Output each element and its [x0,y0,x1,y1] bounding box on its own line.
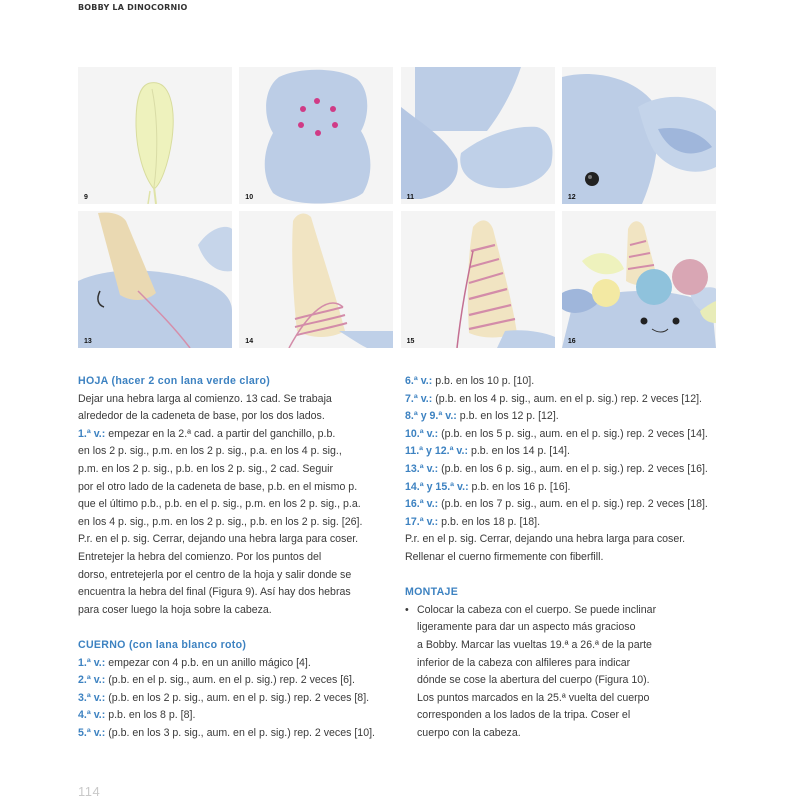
heading-subtitle: (con lana blanco roto) [125,638,247,651]
figure-number: 15 [406,338,415,345]
figure-number: 10 [245,194,254,201]
round-line [405,373,720,391]
round-label: 14.ª y 15.ª v.: [405,480,469,493]
round-label: 8.ª y 9.ª v.: [405,410,457,423]
round-label: 4.ª v.: [78,709,106,722]
text-line: ligeramente para dar un aspecto más gracioso [417,621,636,634]
round-line [78,672,390,690]
running-head: BOBBY LA DINOCORNIO [78,3,188,12]
text-line: para coser luego la hoja sobre la cabeza. [78,603,272,616]
figure-number: 14 [245,338,254,345]
text-line: en los 2 p. sig., p.m. en los 2 p. sig., p.a. en los 4 p. sig., [78,445,342,458]
round-line [405,496,720,514]
round-text: (p.b. en los 2 p. sig., aum. en el p. sig.) rep. 2 veces [8]. [105,691,370,704]
horn-on-head-image [78,211,232,348]
figure-head-pins-photo [239,67,393,204]
round-text: p.b. en los 12 p. [12]. [456,410,559,423]
round-line [78,707,390,725]
round-label: 1.ª v.: [78,656,106,669]
heading-subtitle: (hacer 2 con lana verde claro) [108,375,271,387]
text-line: Dejar una hebra larga al comienzo. 13 cad. Se trabaja [78,392,332,405]
photo-grid [78,67,716,349]
round-text: (p.b. en los 5 p. sig., aum. en el p. sig.) rep. 2 veces [14]. [438,427,708,440]
text-line: dónde se cose la abertura del cuerpo (Figura 10). [417,674,650,687]
round-text: (p.b. en el p. sig., aum. en el p. sig.) rep. 2 veces [6]. [105,674,355,687]
round-label: 17.ª v.: [405,515,439,528]
leaf-image [78,67,232,204]
round-text: empezar con 4 p.b. en un anillo mágico [4]. [105,656,311,669]
figure-horn-on-head-photo [78,211,232,348]
text-line: dorso, entretejerla por el centro de la hoja y salir donde se [78,568,352,581]
round-label: 3.ª v.: [78,691,106,704]
round-label: 13.ª v.: [405,462,439,475]
heading-text: HOJA [78,375,109,387]
round-label: 7.ª v.: [405,392,433,405]
round-text: p.b. en los 18 p. [18]. [438,515,541,528]
text-line: Entretejer la hebra del comienzo. Por los puntos del [78,550,322,563]
text-line: Los puntos marcados en la 25.ª vuelta del cuerpo [417,691,650,704]
figure-horn-spiral-photo [401,211,555,348]
figure-body-photo [401,67,555,204]
round-line [405,443,720,461]
left-column [78,373,390,742]
text-line: encuentra la hebra del final (Figura 9). Así hay dos hebras [78,586,351,599]
body-image [401,67,555,204]
figure-leaf-photo [78,67,232,204]
round-text: p.b. en los 8 p. [8]. [105,709,196,722]
figure-ear-eye-photo [562,67,716,204]
round-text: p.b. en los 14 p. [14]. [468,445,570,458]
round-line [78,426,390,444]
round-label: 2.ª v.: [78,674,106,687]
text-line: alrededor de la cadeneta de base, por los dos lados. [78,410,325,423]
round-label: 11.ª y 12.ª v.: [405,445,469,458]
section-heading-montaje: MONTAJE [405,586,459,599]
figure-finished-head-photo [562,211,716,348]
round-text: (p.b. en los 6 p. sig., aum. en el p. sig.) rep. 2 veces [16]. [438,462,708,475]
text-line: por el otro lado de la cadeneta de base, p.b. en el mismo p. [78,480,358,493]
round-text: p.b. en los 16 p. [16]. [468,480,571,493]
page-number: 114 [78,784,101,799]
round-text: empezar en la 2.ª cad. a partir del ganchillo, p.b. [105,427,336,440]
round-line [405,426,720,444]
figure-number: 16 [567,338,576,345]
finished-head-image [562,211,716,348]
text-line: P.r. en el p. sig. Cerrar, dejando una hebra larga para coser. [78,533,359,546]
text-line: en los 4 p. sig., p.m. en los 2 p. sig., p.b. en los 2 p. sig. [26]. [78,515,363,528]
figure-number: 13 [84,338,92,345]
round-label: 5.ª v.: [78,726,106,739]
text-line: cuerpo con la cabeza. [417,726,521,739]
figure-horn-wrap-photo [239,211,393,348]
text-line: a Bobby. Marcar las vueltas 19.ª a 26.ª de la parte [417,638,652,651]
round-label: 1.ª v.: [78,427,106,440]
horn-spiral-image [401,211,555,348]
figure-number: 12 [567,194,576,201]
round-text: (p.b. en los 3 p. sig., aum. en el p. sig.) rep. 2 veces [10]. [105,726,375,739]
round-text: p.b. en los 10 p. [10]. [432,375,535,387]
figure-number: 11 [406,194,414,201]
round-label: 10.ª v.: [405,427,439,440]
round-text: (p.b. en los 7 p. sig., aum. en el p. sig.) rep. 2 veces [18]. [438,498,708,511]
round-line [405,514,720,532]
round-line [405,461,720,479]
text-line: P.r. en el p. sig. Cerrar, dejando una hebra larga para coser. [405,533,686,546]
round-line [405,391,720,409]
text-line: inferior de la cabeza con alfileres para indicar [417,656,631,669]
text-line: que el último p.b., p.b. en el p. sig., p.m. en los 2 p. sig., p.a. [78,498,361,511]
text-line: Rellenar el cuerno firmemente con fiberfill. [405,550,604,563]
ear-eye-image [562,67,716,204]
round-label: 6.ª v.: [405,375,433,387]
section-heading-hoja [78,373,390,391]
round-label: 16.ª v.: [405,498,439,511]
horn-wrap-image [239,211,393,348]
round-line [405,479,720,497]
round-line [78,690,390,708]
text-line: p.m. en los 2 p. sig., p.b. en los 2 p. sig., 2 cad. Seguir [78,462,333,475]
heading-text: CUERNO [78,638,126,651]
text-line: Colocar la cabeza con el cuerpo. Se puede inclinar [417,603,657,616]
section-heading-cuerno [78,637,390,655]
right-column [405,373,720,742]
round-text: (p.b. en los 4 p. sig., aum. en el p. sig.) rep. 2 veces [12]. [432,392,702,405]
head-with-pins-image [239,67,393,204]
round-line [405,408,720,426]
bullet-icon: • [405,603,409,616]
montaje-list-item [405,602,720,743]
round-line [78,655,390,673]
round-line [78,725,390,743]
figure-number: 9 [84,194,88,201]
text-line: corresponden a los lados de la tripa. Coser el [417,709,631,722]
